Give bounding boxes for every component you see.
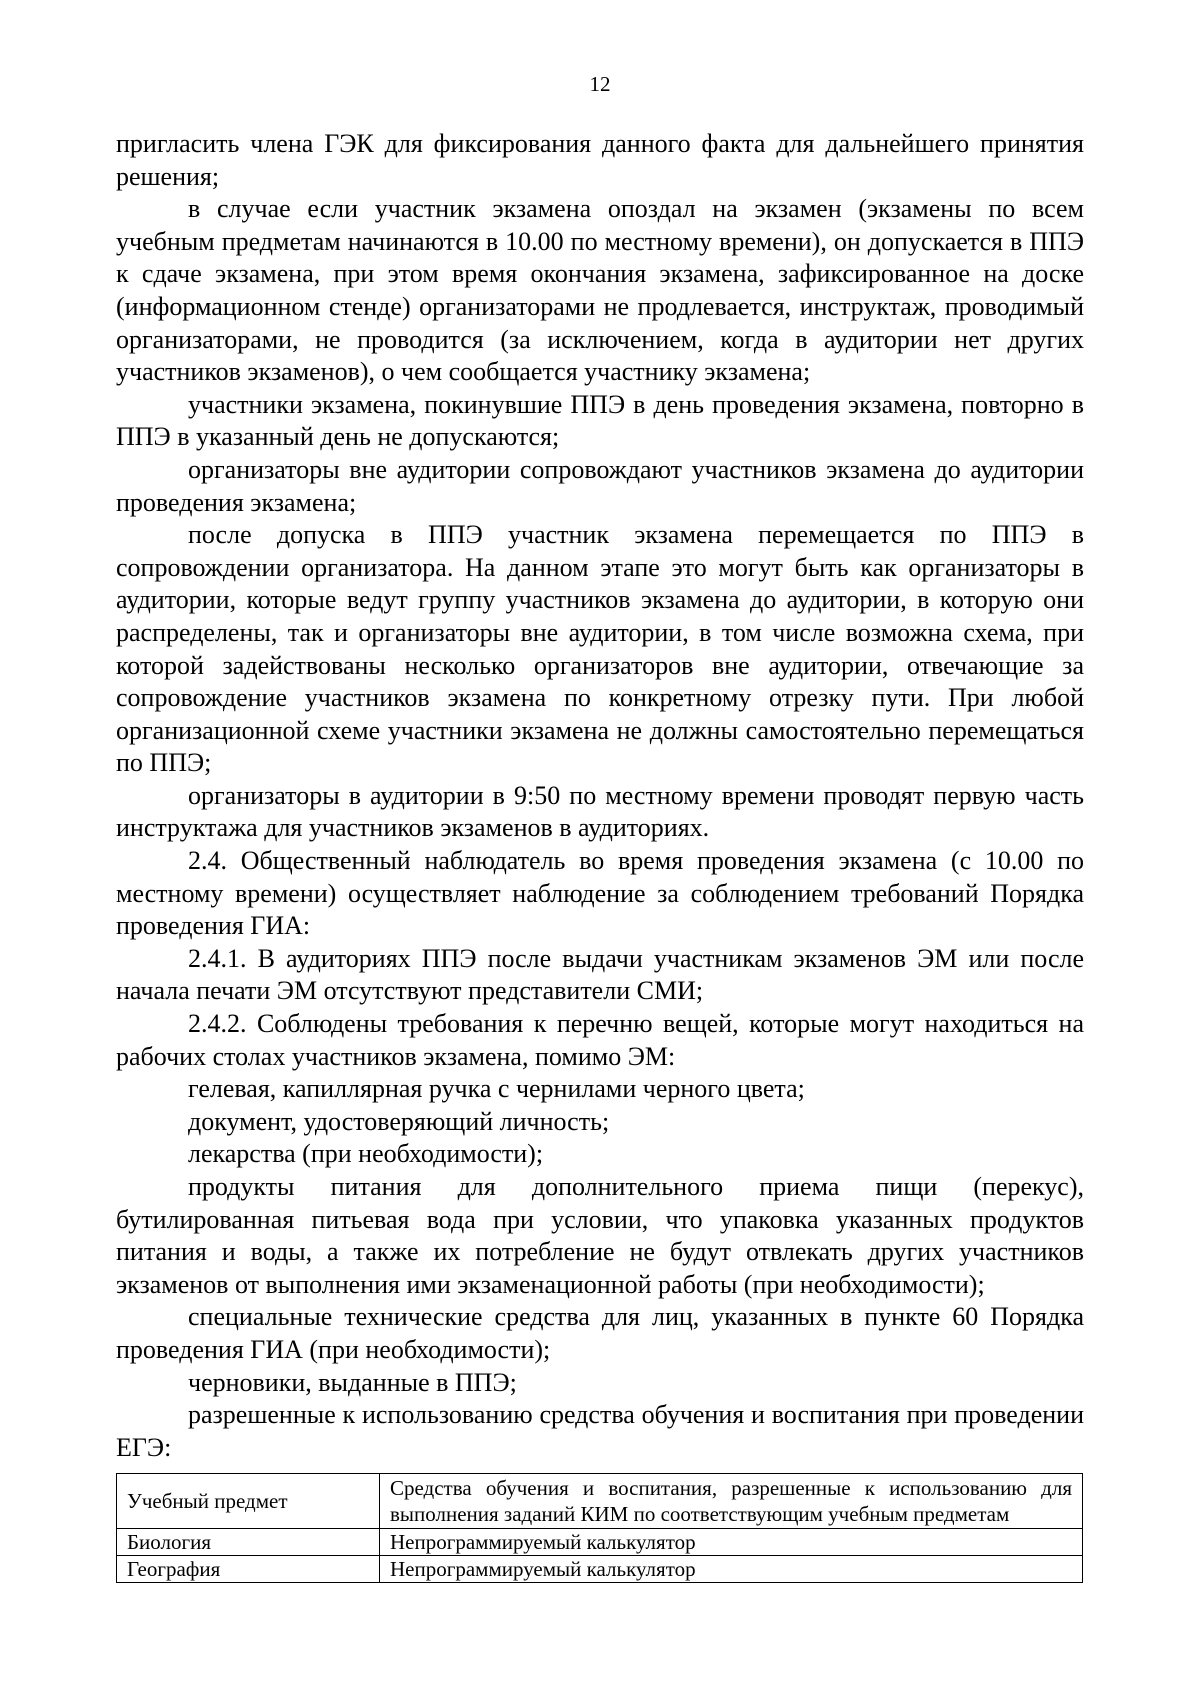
page-number: 12 bbox=[589, 72, 611, 96]
paragraph: 2.4. Общественный наблюдатель во время проведения экзамена (с 10.00 по местному времени) осуществляет наблюдение за соблюдением требований Порядка проведения ГИА: bbox=[116, 846, 1084, 941]
paragraph: организаторы в аудитории в 9:50 по местному времени проводят первую часть инструктажа для участников экзаменов в аудиториях. bbox=[116, 780, 1084, 843]
paragraph: в случае если участник экзамена опоздал на экзамен (экзамены по всем учебным предметам начинаются в 10.00 по местному времени), он допускается в ППЭ к сдаче экзамена, при этом время окончания экзамена, зафиксированное на доске (информационном стенде) организаторами не продлевается, инструктаж, проводимый организаторами, не проводится (за исключением, когда в аудитории нет других участников экзаменов), о чем сообщается участнику экзамена; bbox=[116, 194, 1084, 387]
cell-means: Непрограммируемый калькулятор bbox=[380, 1556, 1083, 1583]
list-item: лекарства (при необходимости); bbox=[188, 1139, 544, 1169]
list-item: черновики, выданные в ППЭ; bbox=[188, 1367, 517, 1397]
paragraph: 2.4.1. В аудиториях ППЭ после выдачи участникам экзаменов ЭМ или после начала печати ЭМ отсутствуют представители СМИ; bbox=[116, 943, 1084, 1006]
paragraph: пригласить члена ГЭК для фиксирования данного факта для дальнейшего принятия решения; bbox=[116, 129, 1084, 191]
cell-means: Непрограммируемый калькулятор bbox=[380, 1529, 1083, 1556]
allowed-means-table bbox=[116, 1473, 1083, 1583]
list-item: разрешенные к использованию средства обучения и воспитания при проведении ЕГЭ: bbox=[116, 1400, 1084, 1462]
list-item: специальные технические средства для лиц, указанных в пункте 60 Порядка проведения ГИА (при необходимости); bbox=[116, 1302, 1084, 1364]
header-cell-subject: Учебный предмет bbox=[117, 1474, 380, 1529]
paragraph: после допуска в ППЭ участник экзамена перемещается по ППЭ в сопровождении организатора. На данном этапе это могут быть как организаторы в аудитории, которые ведут группу участников экзамена до аудитории, в которую они распределены, так и организаторы вне аудитории, в том числе возможна схема, при которой задействованы несколько организаторов вне аудитории, отвечающие за сопровождение участников экзамена по конкретному отрезку пути. При любой организационной схеме участники экзамена не должны самостоятельно перемещаться по ППЭ; bbox=[116, 520, 1084, 778]
paragraph: участники экзамена, покинувшие ППЭ в день проведения экзамена, повторно в ППЭ в указанный день не допускаются; bbox=[116, 389, 1084, 452]
table-row bbox=[117, 1529, 1083, 1556]
body-text bbox=[116, 128, 1084, 1464]
table-row bbox=[117, 1556, 1083, 1583]
list-item: документ, удостоверяющий личность; bbox=[188, 1106, 610, 1136]
list-item: продукты питания для дополнительного приема пищи (перекус), бутилированная питьевая вода при условии, что упаковка указанных продуктов питания и воды, а также их потребление не будут отвлекать других участников экзаменов от выполнения ими экзаменационной работы (при необходимости); bbox=[116, 1172, 1084, 1299]
table-header-row bbox=[117, 1474, 1083, 1529]
paragraph: организаторы вне аудитории сопровождают участников экзамена до аудитории проведения экзамена; bbox=[116, 454, 1084, 517]
cell-subject: География bbox=[117, 1556, 380, 1583]
list-item: гелевая, капиллярная ручка с чернилами черного цвета; bbox=[188, 1074, 805, 1104]
header-cell-means: Средства обучения и воспитания, разрешенные к использованию для выполнения заданий КИМ по соответствующим учебным предметам bbox=[380, 1474, 1083, 1529]
paragraph: 2.4.2. Соблюдены требования к перечню вещей, которые могут находиться на рабочих столах участников экзамена, помимо ЭМ: bbox=[116, 1009, 1084, 1071]
cell-subject: Биология bbox=[117, 1529, 380, 1556]
